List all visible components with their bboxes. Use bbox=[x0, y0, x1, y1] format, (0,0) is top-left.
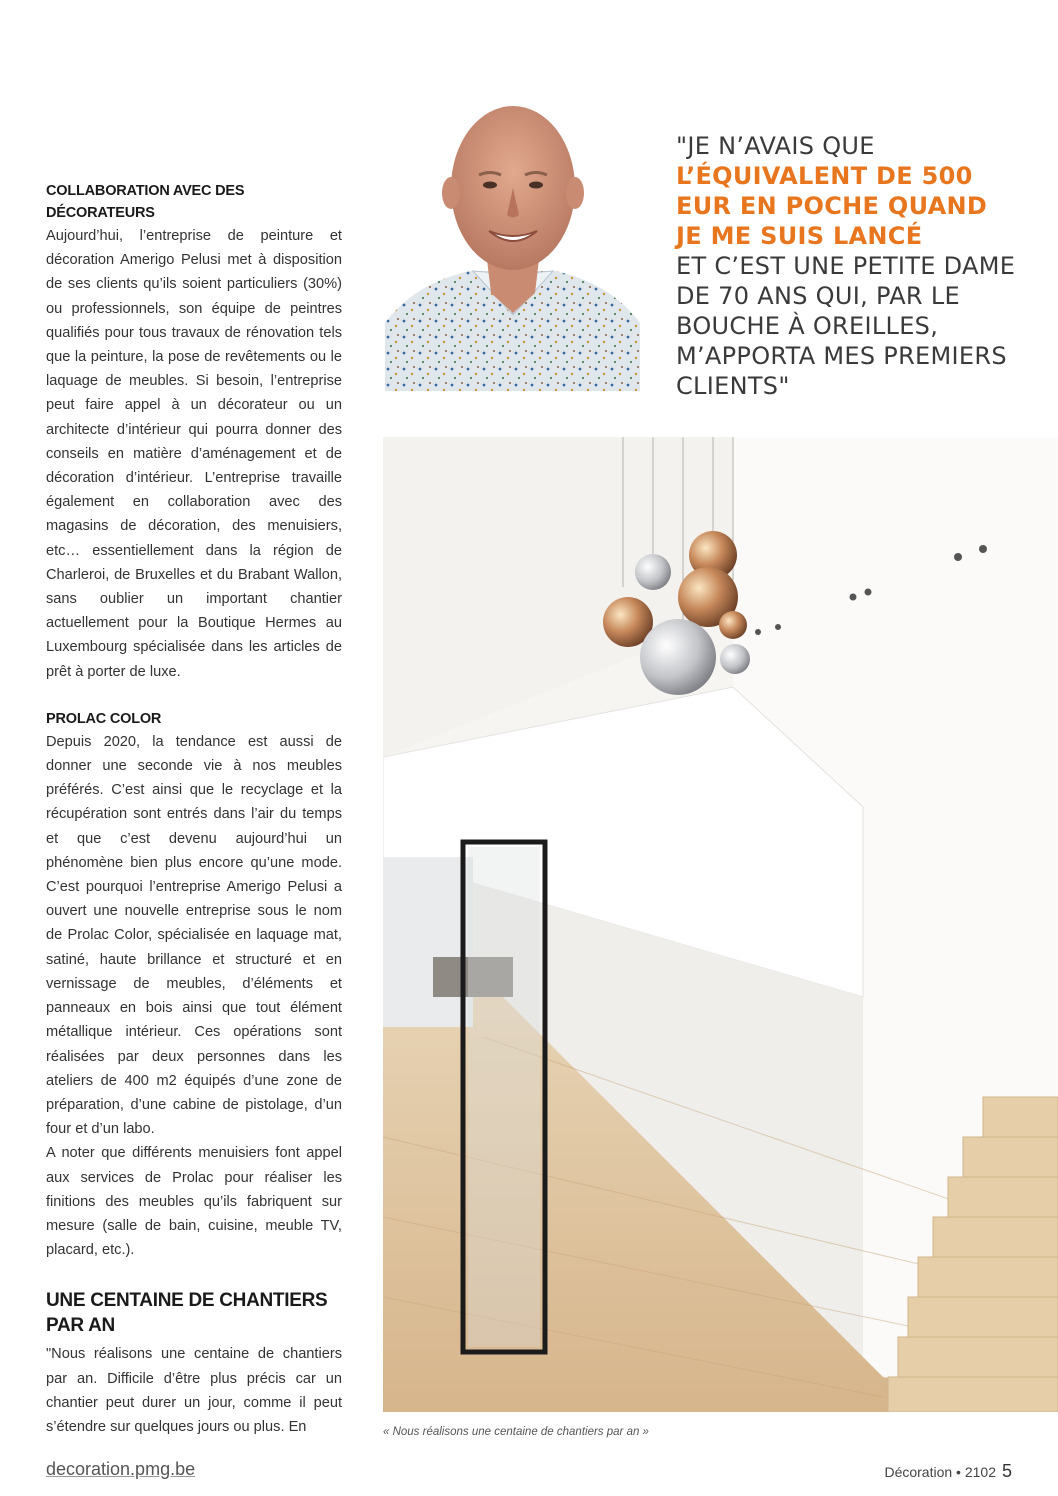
interior-photo bbox=[383, 437, 1058, 1412]
heading-line-1: UNE CENTAINE DE CHANTIERS bbox=[46, 1290, 328, 1312]
footer-url-link[interactable]: decoration.pmg.be bbox=[46, 1459, 196, 1479]
quote-highlight-2: EUR EN POCHE QUAND bbox=[676, 192, 988, 220]
quote-rest-2: DE 70 ANS QUI, PAR LE bbox=[676, 282, 960, 310]
article-column bbox=[46, 180, 342, 1439]
photo-caption: « Nous réalisons une centaine de chantiers par an » bbox=[383, 1426, 649, 1438]
section-text-collaboration: Aujourd’hui, l’entreprise de peinture et décoration Amerigo Pelusi met à disposition de ses clients qu’ils soient particuliers (30%) ou professionnels, son équipe de peintres qualifiés pour tous travaux de rénovation tels que la peinture, la pose de revêtements ou le laquage de meubles. Si besoin, l’entreprise peut faire appel à un décorateur ou un architecte d’intérieur qui pourra donner des conseils en matière d’aménagement et de décoration d’intérieur. L’entreprise travaille également en collaboration avec des magasins de décoration, des menuisiers, etc… essentiellement dans la région de Charleroi, de Bruxelles et du Brabant Wallon, sans oublier un important chantier actuellement pour la Boutique Hermes au Luxembourg spécialisée dans les articles de prêt à porter de luxe. bbox=[46, 228, 342, 680]
quote-rest-3: BOUCHE À OREILLES, bbox=[676, 312, 939, 340]
heading-line-2: PAR AN bbox=[46, 1315, 115, 1337]
page-number: 5 bbox=[1001, 1461, 1012, 1481]
quote-rest-1: ET C’EST UNE PETITE DAME bbox=[676, 252, 1016, 280]
footer-issue bbox=[884, 1461, 1012, 1482]
pull-quote bbox=[676, 131, 1036, 401]
section-heading-prolac: PROLAC COLOR bbox=[46, 710, 162, 727]
issue-label: Décoration • 2102 bbox=[884, 1464, 996, 1480]
quote-line-1: "JE N’AVAIS QUE bbox=[676, 132, 875, 160]
quote-rest-5: CLIENTS" bbox=[676, 372, 790, 400]
quote-highlight-3: JE ME SUIS LANCÉ bbox=[676, 222, 923, 250]
portrait-photo bbox=[385, 93, 640, 391]
section-text-chantiers: "Nous réalisons une centaine de chantiers par an. Difficile d’être plus précis car un chantier peut durer un jour, comme il peut s’étendre sur quelques jours ou plus. En bbox=[46, 1346, 342, 1435]
section-heading-collaboration: COLLABORATION AVEC DES DÉCORATEURS bbox=[46, 183, 245, 221]
quote-rest-4: M’APPORTA MES PREMIERS bbox=[676, 342, 1007, 370]
section-text-prolac-1: Depuis 2020, la tendance est aussi de donner une seconde vie à nos meubles préférés. C’est ainsi que le recyclage et la récupération sont entrés dans l’air du temps et que c’est devenu aujourd’hui un phénomène bien plus encore qu’une mode. C’est pourquoi l’entreprise Amerigo Pelusi a ouvert une nouvelle entreprise sous le nom de Prolac Color, spécialisée en laquage mat, satiné, haute brillance et structuré et en vernissage de meubles, d’éléments et panneaux en bois ainsi que tout élément métallique intérieur. Ces opérations sont réalisées par deux personnes dans les ateliers de 400 m2 équipés d’une zone de préparation, d’une cabine de pistolage, d’un four et d’un labo. bbox=[46, 733, 342, 1138]
quote-highlight-1: L’ÉQUIVALENT DE 500 bbox=[676, 162, 973, 190]
section-heading-chantiers bbox=[46, 1288, 342, 1338]
section-text-prolac-2: A noter que différents menuisiers font appel aux services de Prolac pour réaliser les finitions des meubles qu’ils fabriquent sur mesure (salle de bain, cuisine, meuble TV, placard, etc.). bbox=[46, 1145, 342, 1259]
